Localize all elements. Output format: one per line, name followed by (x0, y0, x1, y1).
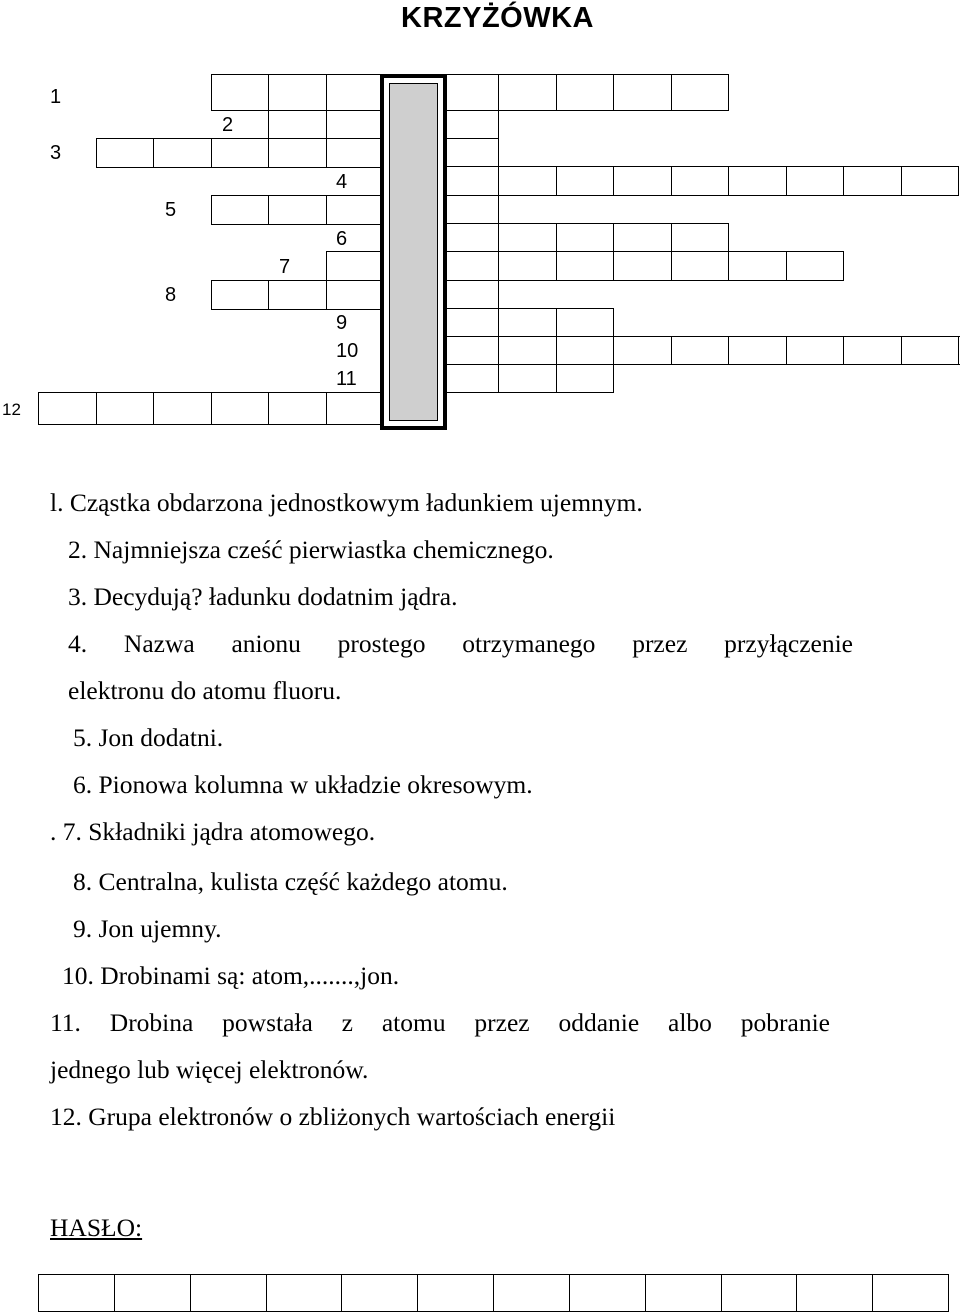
crossword-cell[interactable] (498, 251, 557, 281)
clue-11-continued: jednego lub więcej elektronów. (50, 1055, 369, 1084)
crossword-cell[interactable] (326, 251, 384, 281)
crossword-cell[interactable] (556, 364, 614, 393)
crossword-cell[interactable] (441, 280, 499, 310)
crossword-cell[interactable] (613, 223, 672, 253)
crossword-cell[interactable] (211, 280, 269, 310)
crossword-cell[interactable] (671, 74, 729, 111)
crossword-cell[interactable] (268, 392, 327, 425)
crossword-cell[interactable] (498, 364, 557, 393)
row-number-7: 7 (279, 256, 291, 278)
row-number-10: 10 (336, 340, 359, 362)
clue-7: . 7. Składniki jądra atomowego. (50, 817, 376, 846)
crossword-cell[interactable] (441, 195, 499, 225)
crossword-cell[interactable] (843, 336, 902, 365)
answer-cell[interactable] (114, 1274, 191, 1312)
crossword-cell[interactable] (153, 392, 212, 425)
crossword-cell[interactable] (326, 74, 384, 111)
crossword-cell[interactable] (671, 251, 729, 281)
crossword-cell[interactable] (268, 195, 327, 225)
answer-cell[interactable] (493, 1274, 570, 1312)
crossword-cell[interactable] (498, 336, 557, 365)
crossword-cell[interactable] (441, 110, 499, 140)
clue-3: 3. Decydują? ładunku dodatnim jądra. (68, 582, 458, 611)
clue-5: 5. Jon dodatni. (73, 723, 224, 752)
row-number-1: 1 (50, 86, 62, 108)
crossword-cell[interactable] (613, 166, 672, 196)
answer-cell[interactable] (645, 1274, 722, 1312)
crossword-cell[interactable] (728, 251, 787, 281)
clue-8: 8. Centralna, kulista część każdego atomu. (73, 867, 508, 896)
clue-10: 10. Drobinami są: atom,.......,jon. (62, 961, 400, 990)
crossword-cell[interactable] (786, 251, 844, 281)
crossword-cell[interactable] (153, 138, 212, 168)
answer-cell[interactable] (417, 1274, 494, 1312)
crossword-cell[interactable] (211, 138, 269, 168)
crossword-cell[interactable] (38, 392, 97, 425)
answer-cell[interactable] (796, 1274, 873, 1312)
crossword-cell[interactable] (326, 195, 384, 225)
answer-cell[interactable] (341, 1274, 418, 1312)
crossword-cell[interactable] (441, 364, 499, 393)
crossword-cell[interactable] (268, 110, 327, 140)
row-number-3: 3 (50, 142, 62, 164)
crossword-cell[interactable] (498, 74, 557, 111)
crossword-cell[interactable] (843, 166, 902, 196)
crossword-cell[interactable] (211, 74, 269, 111)
crossword-cell[interactable] (786, 336, 844, 365)
crossword-cell[interactable] (441, 138, 499, 168)
crossword-cell[interactable] (441, 336, 499, 365)
crossword-cell[interactable] (96, 392, 154, 425)
crossword-cell[interactable] (671, 336, 729, 365)
crossword-cell[interactable] (268, 280, 327, 310)
row-number-12: 12 (2, 400, 21, 419)
crossword-cell[interactable] (268, 138, 327, 168)
crossword-cell[interactable] (441, 308, 499, 337)
crossword-cell[interactable] (326, 110, 384, 140)
crossword-cell[interactable] (671, 223, 729, 253)
crossword-cell[interactable] (211, 392, 269, 425)
crossword-cell[interactable] (613, 336, 672, 365)
password-column (380, 74, 447, 430)
crossword-cell[interactable] (211, 195, 269, 225)
crossword-cell[interactable] (671, 166, 729, 196)
clue-9: 9. Jon ujemny. (73, 914, 222, 943)
crossword-cell[interactable] (441, 223, 499, 253)
crossword-cell[interactable] (498, 223, 557, 253)
clue-4: 4. Nazwa anionu prostego otrzymanego przez przyłączenie (68, 629, 853, 658)
row-number-6: 6 (336, 228, 348, 250)
crossword-cell[interactable] (556, 166, 614, 196)
row-number-4: 4 (336, 171, 348, 193)
crossword-cell[interactable] (556, 308, 614, 337)
crossword-cell[interactable] (901, 336, 959, 365)
crossword-cell[interactable] (498, 166, 557, 196)
answer-cell[interactable] (38, 1274, 115, 1312)
clue-12: 12. Grupa elektronów o zbliżonych wartościach energii (50, 1102, 616, 1131)
crossword-cell[interactable] (326, 392, 384, 425)
crossword-cell[interactable] (96, 138, 154, 168)
answer-cell[interactable] (266, 1274, 342, 1312)
crossword-cell[interactable] (268, 74, 327, 111)
crossword-cell[interactable] (556, 223, 614, 253)
crossword-cell[interactable] (326, 280, 384, 310)
clue-6: 6. Pionowa kolumna w układzie okresowym. (73, 770, 533, 799)
crossword-cell[interactable] (556, 74, 614, 111)
row-number-11: 11 (336, 368, 357, 390)
row-number-2: 2 (222, 114, 234, 136)
crossword-cell[interactable] (441, 166, 499, 196)
crossword-cell[interactable] (901, 166, 959, 196)
crossword-cell[interactable] (441, 251, 499, 281)
answer-cell[interactable] (569, 1274, 646, 1312)
password-column-fill (389, 83, 438, 421)
answer-cell[interactable] (872, 1274, 949, 1312)
answer-label: HASŁO: (50, 1213, 143, 1242)
answer-cell[interactable] (721, 1274, 797, 1312)
clue-2: 2. Najmniejsza cześć pierwiastka chemicznego. (68, 535, 554, 564)
crossword-title: KRZYŻÓWKA (401, 2, 594, 34)
crossword-cell[interactable] (728, 336, 787, 365)
crossword-cell[interactable] (613, 74, 672, 111)
crossword-cell[interactable] (728, 166, 787, 196)
row-number-9: 9 (336, 312, 348, 334)
clue-11: 11. Drobina powstała z atomu przez oddanie albo pobranie (50, 1008, 830, 1037)
crossword-cell[interactable] (556, 336, 614, 365)
clue-1: l. Cząstka obdarzona jednostkowym ładunkiem ujemnym. (50, 488, 643, 517)
crossword-cell[interactable] (556, 251, 614, 281)
crossword-cell[interactable] (786, 166, 844, 196)
answer-cell[interactable] (190, 1274, 267, 1312)
crossword-cell[interactable] (498, 308, 557, 337)
crossword-cell[interactable] (613, 251, 672, 281)
row-number-8: 8 (165, 284, 177, 306)
row-number-5: 5 (165, 199, 177, 221)
crossword-cell[interactable] (441, 74, 499, 111)
clue-4-continued: elektronu do atomu fluoru. (68, 676, 342, 705)
crossword-cell[interactable] (326, 138, 384, 168)
